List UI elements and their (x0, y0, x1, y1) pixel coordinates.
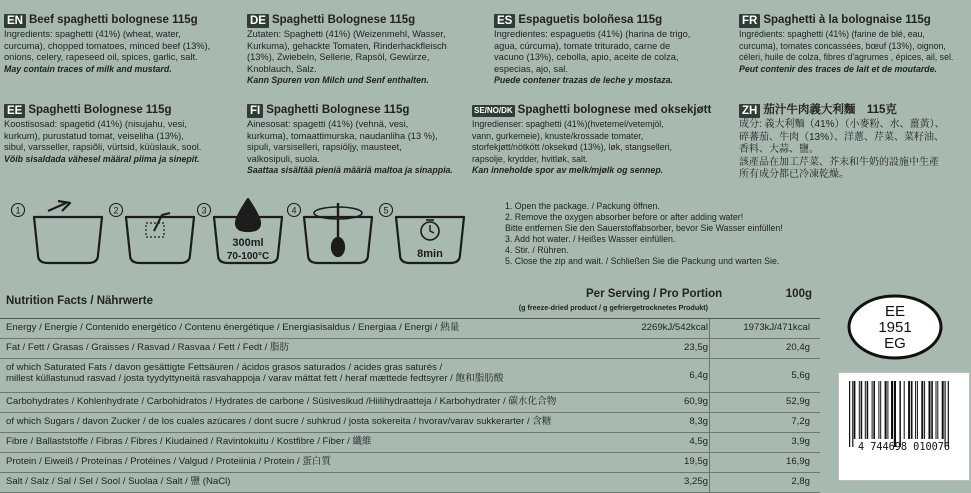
remove-absorber-icon (126, 213, 194, 263)
barcode-bar (872, 381, 873, 439)
allergen-note: Kann Spuren von Milch und Senf enthalten. (247, 75, 429, 86)
barcode-bar (878, 381, 879, 439)
instruction-line: 5. Close the zip and wait. / Schließen Sie die Packung und warten Sie. (505, 256, 780, 266)
barcode-bar (894, 381, 896, 447)
per-serving-value: 2269kJ/542kcal (641, 322, 708, 333)
per-100g-value: 3,9g (791, 436, 810, 447)
barcode-bar (936, 381, 937, 439)
per-100g-value: 7,2g (791, 416, 810, 427)
column-divider (709, 359, 710, 392)
column-divider (709, 413, 710, 432)
nutrition-row (0, 473, 820, 493)
water-temperature-label: 70-100°C (226, 251, 270, 262)
barcode-bar (880, 381, 881, 439)
column-divider (709, 319, 710, 338)
nutrition-rows (0, 319, 820, 493)
barcode-bar (852, 381, 853, 447)
per-serving-value: 3,25g (683, 476, 708, 487)
lang-title: Spaghetti bolognese med oksekjøtt (517, 103, 712, 116)
instruction-line: 3. Add hot water. / Heißes Wasser einfüllen. (505, 234, 676, 244)
barcode-bar (911, 381, 913, 439)
nutrition-row (0, 393, 820, 413)
per-100g-value: 16,9g (785, 456, 810, 467)
nutrition-row (0, 433, 820, 453)
lang-block-zh (739, 103, 970, 182)
nutrient-label: Energy / Energie / Contenido energético / Contenu énergétique / Energiasisaldus / Energiaa / Energi / 熱量 (6, 322, 460, 333)
per-100g-value: 20,4g (785, 342, 810, 353)
lang-badge: SE/NO/DK (474, 105, 513, 115)
nutrition-row (0, 413, 820, 433)
ingredients-text: Zutaten: Spaghetti (41%) (Weizenmehl, Wasser, Kurkuma), gehackte Tomaten, Rinderhackfleisch (13%), Zwiebeln, Sellerie, Rapsöl, Gewürze, Knoblauch, Salz. (247, 29, 447, 74)
column-divider (709, 453, 710, 472)
lang-title: Spaghetti Bolognese 115g (271, 13, 416, 26)
allergen-note: Peut contenir des traces de lait et de moutarde. (739, 63, 937, 74)
nutrition-row (0, 319, 820, 339)
allergen-note: Puede contener trazas de leche y mostaza. (494, 75, 673, 86)
per-serving-value: 60,9g (683, 396, 708, 407)
barcode-bar (945, 381, 946, 447)
lang-block-ee (4, 103, 244, 165)
allergen-note: Kan inneholde spor av melk/mjølk og sennep. (472, 165, 664, 176)
nutrition-table (0, 283, 820, 487)
preparation-instructions (505, 201, 825, 267)
barcode-bar (937, 381, 938, 439)
barcode-bar (899, 381, 901, 447)
stir-icon (304, 203, 372, 263)
preparation-steps (4, 197, 499, 279)
barcode-bar (867, 381, 869, 439)
barcode-bar (865, 381, 866, 439)
lang-badge: DE (247, 14, 269, 28)
per-serving-value: 6,4g (689, 370, 708, 381)
nutrient-label: Carbohydrates / Kohlenhydrate / Carbohidratos / Hydrates de carbone / Süsivesikud /Hiilihydraatteja / Karbohydrater / 碳水化合物 (6, 396, 557, 407)
barcode-number: 4 744698 010076 (857, 442, 950, 453)
per-100g-value: 1973kJ/471kcal (743, 322, 810, 333)
nutrient-label: Fat / Fett / Grasas / Graisses / Rasvad / Rasvaa / Fett / Fedt / 脂肪 (6, 342, 290, 353)
lang-badge: FR (739, 14, 760, 28)
barcode-bar (873, 381, 875, 439)
nutrient-label: Fibre / Ballaststoffe / Fibras / Fibres / Kiudained / Ravintokuitu / Kostfibre / Fiber / 纖維 (6, 436, 372, 447)
per-100g-value: 52,9g (785, 396, 810, 407)
barcode-bar (929, 381, 931, 439)
barcode-bar (924, 381, 925, 439)
eu-mark-number: 1951 (878, 319, 912, 336)
per-100g-value: 5,6g (791, 370, 810, 381)
barcode-bar (942, 381, 944, 439)
instruction-line: 1. Open the package. / Packung öffnen. (505, 201, 660, 211)
nutrient-label: of which Saturated Fats / davon gesättigte Fettsäuren / ácidos grasos saturados / acides gras saturés / millest küllastunud rasvad / josta tyydyttyneitä rasvahappoja / varav mättat fett / heraf mættede fedtsyrer / 飽和脂肪酸 (6, 362, 504, 385)
barcode-bar (931, 381, 933, 439)
column-divider (709, 393, 710, 412)
step-number-label: 2 (113, 205, 119, 216)
nutrient-label: of which Sugars / davon Zucker / de los cuales azúcares / dont sucre / suhkrud / josta sokereita / hvorav/varav sukkerarter / 含糖 (6, 416, 552, 427)
ingredients-text: Ainesosat: spagetti (41%) (vehnä, vesi, kurkuma), tomaattimurska, naudanliha (13 %), sipuli, varsiselleri, rapsiöljy, mausteet, valkosipuli, suola. (247, 119, 438, 164)
eu-health-mark (846, 292, 944, 362)
ingredients-text: Ingredientes: espaguetis (41%) (harina de trigo, agua, cúrcuma), tomate triturado, carne de vacuno (13%), cebolla, apio, aceite de colza, especias, ajo, sal. (494, 29, 691, 74)
barcode-bar (917, 381, 918, 439)
ingredients-text: 成分: 義大利麵（41%）（小麥粉、水、薑黃）、 碎蕃茄、牛肉（13%）、洋蔥、芹菜、菜籽油、 香料、大蒜、鹽。 該產品在加工芹菜、芥末和牛奶的設施中生產 所有成分都已冷凍乾燥。 (739, 119, 945, 181)
barcode (838, 372, 970, 481)
per-serving-header: Per Serving / Pro Portion (586, 288, 723, 300)
lang-badge: EN (4, 14, 26, 28)
instruction-line: 2. Remove the oxygen absorber before or after adding water! Bitte entfernen Sie den Sauerstoffabsorber, bevor Sie Wasser einfüllen! (505, 212, 783, 233)
barcode-bars (839, 373, 971, 482)
nutrient-label: Protein / Eiweiß / Proteínas / Protéines / Valgud / Proteiinia / Protein / 蛋白質 (6, 456, 332, 467)
lang-block-fi (247, 103, 487, 177)
lang-block-de (247, 13, 487, 87)
step-number-label: 4 (291, 205, 297, 216)
barcode-bar (859, 381, 860, 439)
barcode-bar (915, 381, 916, 439)
wait-time-label: 8min (417, 248, 443, 260)
per-serving-value: 8,3g (689, 416, 708, 427)
step-number-label: 3 (201, 205, 207, 216)
barcode-bar (904, 381, 905, 439)
barcode-bar (908, 381, 910, 439)
lang-block-es (494, 13, 734, 87)
lang-title: Beef spaghetti bolognese 115g (28, 13, 198, 26)
nutrition-row (0, 453, 820, 473)
per-serving-note: (g freeze-dried product / g gefriergetrocknetes Produkt) (518, 303, 708, 312)
lang-badge: EE (4, 104, 25, 118)
nutrition-row (0, 339, 820, 359)
step-number-label: 5 (383, 205, 389, 216)
ingredients-text: Ingredients: spaghetti (41%) (wheat, water, curcuma), chopped tomatoes, minced beef (13%), onions, celery, rapeseed oil, spices, garlic, salt. (4, 29, 211, 63)
lang-title: Spaghetti à la bolognaise 115g (763, 13, 931, 26)
nutrition-title: Nutrition Facts / Nährwerte (6, 295, 153, 307)
per-100g-header: 100g (785, 288, 812, 300)
lang-block-se-no-dk (472, 103, 737, 177)
barcode-bar (854, 381, 856, 439)
allergen-note: May contain traces of milk and mustard. (4, 63, 172, 74)
barcode-bar (887, 381, 888, 439)
column-divider (709, 433, 710, 452)
step-number-label: 1 (15, 205, 21, 216)
instruction-line: 4. Stir. / Rühren. (505, 245, 569, 255)
allergen-note: Võib sisaldada vähesel määral piima ja sinepit. (4, 153, 200, 164)
per-serving-value: 4,5g (689, 436, 708, 447)
ingredients-text: Ingrédients: spaghetti (41%) (farine de blé, eau, curcuma), tomates concassées, bœuf (13%), oignon, céleri, huile de colza, fibres d'agrumes , épices, ail, sel. (739, 29, 954, 63)
eu-mark-country: EE (884, 303, 906, 320)
per-serving-value: 23,5g (683, 342, 708, 353)
column-divider (709, 339, 710, 358)
per-serving-value: 19,5g (683, 456, 708, 467)
nutrient-label: Salt / Salz / Sal / Sel / Sool / Suolaa / Salt / 鹽 (NaCl) (6, 476, 231, 487)
barcode-bar (849, 381, 850, 447)
lang-title: 茄汁牛肉義大利麵 115克 (763, 103, 897, 116)
ingredients-text: Ingredienser: spaghetti (41%)(hvetemel/vetemjöl, vann, gurkemeie), knuste/krossade tomater, storfekjøtt/nötkött /oksekød (13%), løk, stangselleri, rapsolje, krydder, hvitløk, salt. (472, 119, 672, 164)
lang-block-fr (739, 13, 970, 75)
water-volume-label: 300ml (232, 237, 264, 249)
per-100g-value: 2,8g (791, 476, 810, 487)
nutrition-header (0, 283, 820, 319)
barcode-bar (948, 381, 949, 447)
column-divider (709, 473, 710, 492)
barcode-bar (891, 381, 893, 439)
lang-block-en (4, 13, 244, 75)
lang-title: Espaguetis boloñesa 115g (518, 13, 663, 26)
open-package-icon (34, 201, 102, 263)
eu-mark-eg: EG (884, 335, 906, 352)
barcode-bar (861, 381, 863, 439)
lang-title: Spaghetti Bolognese 115g (28, 103, 172, 116)
lang-badge: ES (494, 14, 515, 28)
lang-badge: ZH (739, 104, 760, 118)
barcode-bar (921, 381, 923, 439)
barcode-bar (885, 381, 887, 439)
lang-badge: FI (247, 104, 263, 118)
nutrition-row (0, 359, 820, 393)
lang-title: Spaghetti Bolognese 115g (266, 103, 410, 116)
allergen-note: Saattaa sisältää pieniä määriä maltoa ja sinappia. (247, 165, 453, 176)
ingredients-text: Koostisosad: spagetid (41%) (nisujahu, vesi, kurkum), purustatud tomat, veiseliha (13%), sibul, varsseller, rapsiõli, vürtsid, küüslauk, sool. (4, 119, 202, 153)
